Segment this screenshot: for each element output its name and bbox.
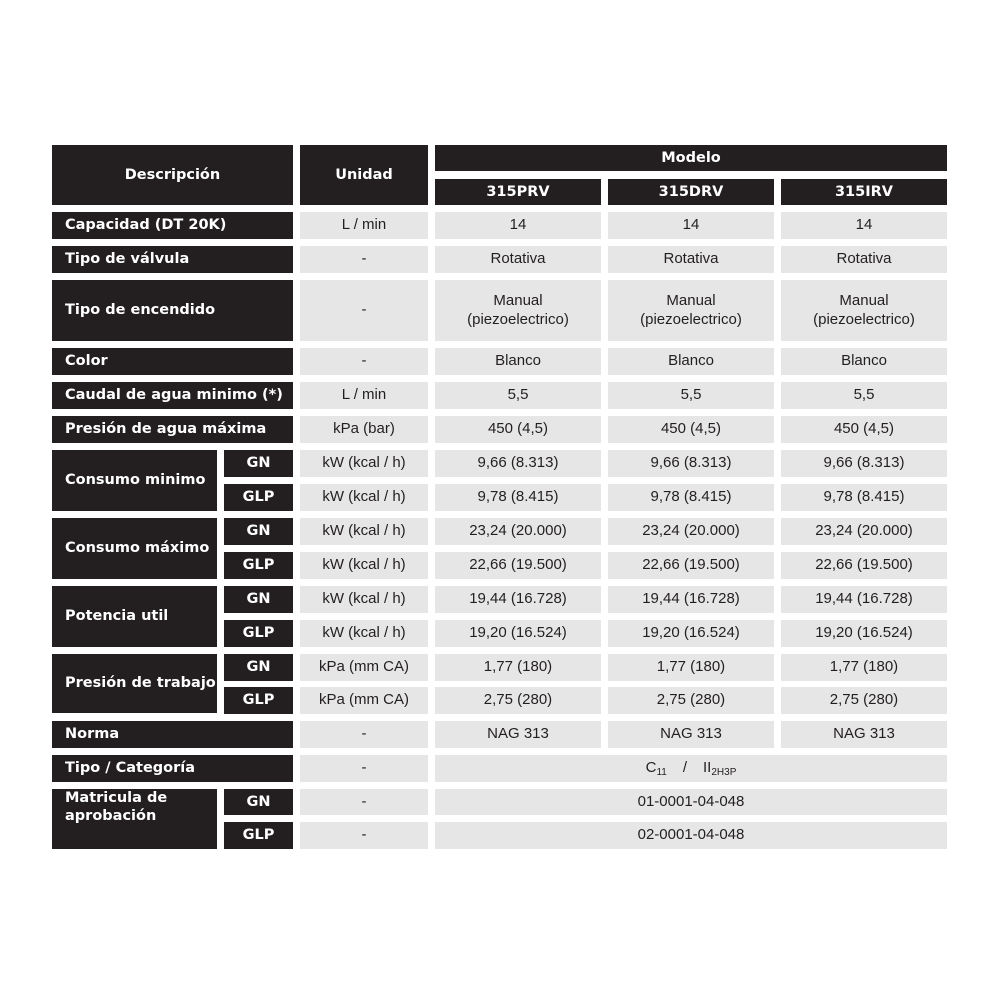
unit-encendido: - [300,280,428,341]
value-consumo-min-glp-315irv: 9,78 (8.415) [781,484,947,511]
encendido-line1: Manual [493,291,543,309]
value-valvula-315drv: Rotativa [608,246,774,273]
model-315drv: 315DRV [608,179,774,205]
value-valvula-315irv: Rotativa [781,246,947,273]
row-label-caudal: Caudal de agua minimo (*) [52,382,293,409]
gas-gn: GN [224,654,293,681]
value-norma-315irv: NAG 313 [781,721,947,748]
value-valvula-315prv: Rotativa [435,246,601,273]
value-norma-315drv: NAG 313 [608,721,774,748]
value-presion-max-315drv: 450 (4,5) [608,416,774,443]
unit-consumo-min-gn: kW (kcal / h) [300,450,428,477]
value-capacidad-315prv: 14 [435,212,601,239]
matricula-line2: aprobación [65,808,157,825]
gas-glp: GLP [224,687,293,714]
tipo-sep: / [682,759,688,777]
row-label-color: Color [52,348,293,375]
unit-potencia-glp: kW (kcal / h) [300,620,428,647]
tipo-c: C [645,759,657,777]
unit-presion-trabajo-gn: kPa (mm CA) [300,654,428,681]
header-modelo: Modelo [435,145,947,171]
value-caudal-315irv: 5,5 [781,382,947,409]
gas-glp: GLP [224,552,293,579]
model-315prv: 315PRV [435,179,601,205]
encendido-line1: Manual [839,291,889,309]
value-consumo-max-gn-315irv: 23,24 (20.000) [781,518,947,545]
value-presion-trabajo-gn-315prv: 1,77 (180) [435,654,601,681]
value-presion-trabajo-glp-315irv: 2,75 (280) [781,687,947,714]
header-descripcion: Descripción [52,145,293,205]
value-consumo-min-gn-315irv: 9,66 (8.313) [781,450,947,477]
matricula-line1: Matricula de [65,790,168,806]
value-capacidad-315drv: 14 [608,212,774,239]
row-label-encendido: Tipo de encendido [52,280,293,341]
encendido-line2: (piezoelectrico) [813,310,915,328]
value-caudal-315drv: 5,5 [608,382,774,409]
gas-gn: GN [224,518,293,545]
unit-presion-trabajo-glp: kPa (mm CA) [300,687,428,714]
row-label-potencia: Potencia util [52,586,217,647]
row-label-consumo-max: Consumo máximo [52,518,217,579]
value-matricula-glp: 02-0001-04-048 [435,822,947,849]
row-label-norma: Norma [52,721,293,748]
value-consumo-min-glp-315prv: 9,78 (8.415) [435,484,601,511]
gas-gn: GN [224,450,293,477]
unit-potencia-gn: kW (kcal / h) [300,586,428,613]
value-potencia-gn-315prv: 19,44 (16.728) [435,586,601,613]
model-315irv: 315IRV [781,179,947,205]
value-consumo-max-glp-315prv: 22,66 (19.500) [435,552,601,579]
value-consumo-min-gn-315drv: 9,66 (8.313) [608,450,774,477]
row-label-presion-max: Presión de agua máxima [52,416,293,443]
unit-consumo-min-glp: kW (kcal / h) [300,484,428,511]
value-consumo-min-gn-315prv: 9,66 (8.313) [435,450,601,477]
value-potencia-glp-315prv: 19,20 (16.524) [435,620,601,647]
gas-glp: GLP [224,822,293,849]
unit-tipo: - [300,755,428,782]
value-color-315irv: Blanco [781,348,947,375]
unit-consumo-max-gn: kW (kcal / h) [300,518,428,545]
value-caudal-315prv: 5,5 [435,382,601,409]
value-capacidad-315irv: 14 [781,212,947,239]
header-unidad: Unidad [300,145,428,205]
row-label-capacidad: Capacidad (DT 20K) [52,212,293,239]
encendido-line1: Manual [666,291,716,309]
row-label-presion-trabajo: Presión de trabajo [52,654,217,713]
value-presion-trabajo-gn-315irv: 1,77 (180) [781,654,947,681]
value-encendido-315irv [781,280,947,341]
tipo-c-sub: 11 [656,767,667,779]
unit-consumo-max-glp: kW (kcal / h) [300,552,428,579]
value-consumo-min-glp-315drv: 9,78 (8.415) [608,484,774,511]
row-label-consumo-min: Consumo minimo [52,450,217,511]
value-tipo-categoria [435,755,947,782]
value-potencia-glp-315drv: 19,20 (16.524) [608,620,774,647]
value-presion-trabajo-glp-315prv: 2,75 (280) [435,687,601,714]
value-potencia-gn-315drv: 19,44 (16.728) [608,586,774,613]
unit-valvula: - [300,246,428,273]
tipo-ii-sub: 2H3P [711,767,737,779]
gas-gn: GN [224,586,293,613]
unit-capacidad: L / min [300,212,428,239]
row-label-valvula: Tipo de válvula [52,246,293,273]
value-presion-max-315prv: 450 (4,5) [435,416,601,443]
gas-gn: GN [224,789,293,815]
value-presion-trabajo-gn-315drv: 1,77 (180) [608,654,774,681]
value-encendido-315prv [435,280,601,341]
unit-matricula-glp: - [300,822,428,849]
gas-glp: GLP [224,484,293,511]
value-consumo-max-glp-315drv: 22,66 (19.500) [608,552,774,579]
row-label-tipo: Tipo / Categoría [52,755,293,782]
value-consumo-max-gn-315prv: 23,24 (20.000) [435,518,601,545]
value-consumo-max-glp-315irv: 22,66 (19.500) [781,552,947,579]
row-label-matricula [52,789,217,849]
value-matricula-gn: 01-0001-04-048 [435,789,947,815]
value-presion-trabajo-glp-315drv: 2,75 (280) [608,687,774,714]
tipo-ii: II [703,759,712,777]
gas-glp: GLP [224,620,293,647]
unit-presion-max: kPa (bar) [300,416,428,443]
encendido-line2: (piezoelectrico) [640,310,742,328]
value-color-315drv: Blanco [608,348,774,375]
value-color-315prv: Blanco [435,348,601,375]
unit-norma: - [300,721,428,748]
encendido-line2: (piezoelectrico) [467,310,569,328]
unit-matricula-gn: - [300,789,428,815]
unit-color: - [300,348,428,375]
value-consumo-max-gn-315drv: 23,24 (20.000) [608,518,774,545]
value-potencia-gn-315irv: 19,44 (16.728) [781,586,947,613]
value-presion-max-315irv: 450 (4,5) [781,416,947,443]
unit-caudal: L / min [300,382,428,409]
value-norma-315prv: NAG 313 [435,721,601,748]
value-potencia-glp-315irv: 19,20 (16.524) [781,620,947,647]
value-encendido-315drv [608,280,774,341]
